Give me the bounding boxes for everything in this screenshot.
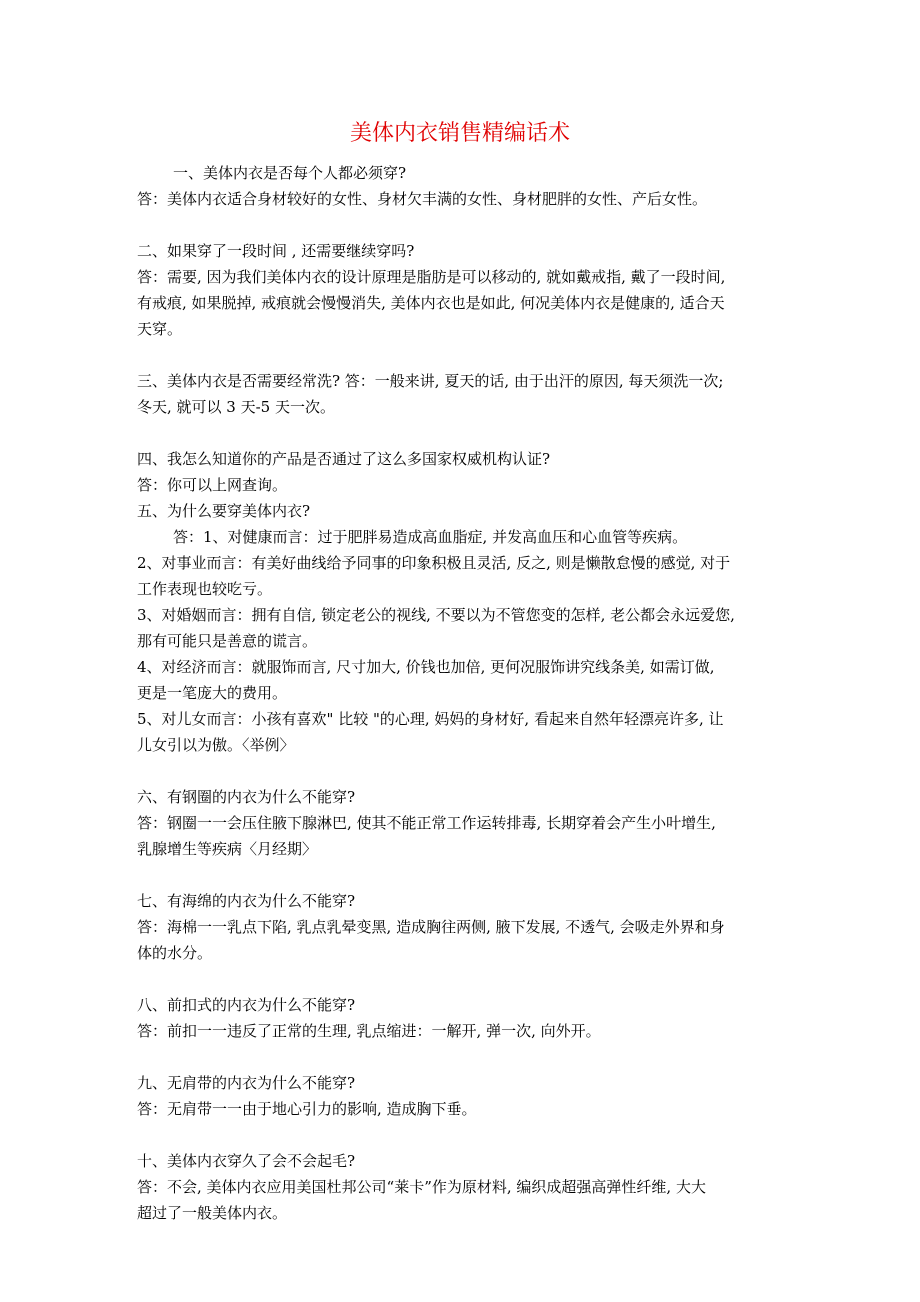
- answer-6-line-2: 乳腺增生等疾病〈月经期〉: [137, 840, 318, 858]
- answer-1: 答：美体内衣适合身材较好的女性、身材欠丰满的女性、身材肥胖的女性、产后女性。: [137, 190, 708, 208]
- document-body: [137, 160, 797, 1226]
- answer-7-line-1: 答：海棉一一乳点下陷, 乳点乳晕变黑, 造成胸往两侧, 腋下发展, 不透气, 会吸走外界和身: [137, 918, 725, 936]
- question-1: 一、美体内衣是否每个人都必须穿?: [173, 164, 407, 182]
- question-10: 十、美体内衣穿久了会不会起毛?: [137, 1152, 356, 1170]
- answer-5-item-4-line-1: 4、对经济而言：就服饰而言, 尺寸加大, 价钱也加倍, 更何况服饰讲究线条美, 如需订做,: [137, 658, 715, 676]
- paragraph-gap: [137, 758, 797, 784]
- answer-2-line-1: 答：需要, 因为我们美体内衣的设计原理是脂肪是可以移动的, 就如戴戒指, 戴了一段时间,: [137, 268, 726, 286]
- question-3-line-1: 三、美体内衣是否需要经常洗? 答：一般来讲, 夏天的话, 由于出汗的原因, 每天须洗一次;: [137, 372, 724, 390]
- answer-10-line-1: 答：不会, 美体内衣应用美国杜邦公司“莱卡”作为原材料, 编织成超强高弹性纤维, 大大: [137, 1178, 706, 1196]
- answer-5-item-3-line-1: 3、对婚姻而言：拥有自信, 锁定老公的视线, 不要以为不管您变的怎样, 老公都会永远爱您,: [137, 606, 735, 624]
- answer-9: 答：无肩带一一由于地心引力的影响, 造成胸下垂。: [137, 1100, 477, 1118]
- question-9: 九、无肩带的内衣为什么不能穿?: [137, 1074, 356, 1092]
- answer-4: 答：你可以上网查询。: [137, 476, 288, 494]
- answer-2-line-2: 有戒痕, 如果脱掉, 戒痕就会慢慢消失, 美体内衣也是如此, 何况美体内衣是健康的, 适合天: [137, 294, 725, 312]
- paragraph-gap: [137, 420, 797, 446]
- answer-2-line-3: 天穿。: [137, 320, 183, 338]
- answer-5-item-5-line-1: 5、对儿女而言：小孩有喜欢" 比较 "的心理, 妈妈的身材好, 看起来自然年轻漂亮许多, 让: [137, 710, 724, 728]
- answer-5-item-3-line-2: 那有可能只是善意的谎言。: [137, 632, 318, 650]
- paragraph-gap: [137, 342, 797, 368]
- document-title: 美体内衣销售精编话术: [349, 121, 570, 146]
- answer-5-item-2-line-2: 工作表现也较吃亏。: [137, 580, 273, 598]
- answer-5-item-1: 答：1、对健康而言：过于肥胖易造成高血脂症, 并发高血压和心血管等疾病。: [173, 528, 688, 546]
- answer-5-item-5-line-2: 儿女引以为傲。〈举例〉: [137, 736, 295, 754]
- paragraph-gap: [137, 966, 797, 992]
- answer-6-line-1: 答：钢圈一一会压住腋下腺淋巴, 使其不能正常工作运转排毒, 长期穿着会产生小叶增生,: [137, 814, 716, 832]
- question-2: 二、如果穿了一段时间 , 还需要继续穿吗?: [137, 242, 415, 260]
- question-7: 七、有海绵的内衣为什么不能穿?: [137, 892, 356, 910]
- answer-7-line-2: 体的水分。: [137, 944, 213, 962]
- paragraph-gap: [137, 862, 797, 888]
- question-5: 五、为什么要穿美体内衣?: [137, 502, 311, 520]
- answer-8: 答：前扣一一违反了正常的生理, 乳点缩进：一解开, 弹一次, 向外开。: [137, 1022, 601, 1040]
- question-8: 八、前扣式的内衣为什么不能穿?: [137, 996, 356, 1014]
- paragraph-gap: [137, 1122, 797, 1148]
- paragraph-gap: [137, 212, 797, 238]
- answer-5-item-2-line-1: 2、对事业而言：有美好曲线给予同事的印象积极且灵活, 反之, 则是懒散怠慢的感觉, 对于: [137, 554, 731, 572]
- answer-10-line-2: 超过了一般美体内衣。: [137, 1204, 288, 1222]
- answer-5-item-4-line-2: 更是一笔庞大的费用。: [137, 684, 288, 702]
- paragraph-gap: [137, 1044, 797, 1070]
- question-4: 四、我怎么知道你的产品是否通过了这么多国家权威机构认证?: [137, 450, 551, 468]
- question-3-line-2: 冬天, 就可以 3 天-5 天一次。: [137, 398, 335, 416]
- question-6: 六、有钢圈的内衣为什么不能穿?: [137, 788, 356, 806]
